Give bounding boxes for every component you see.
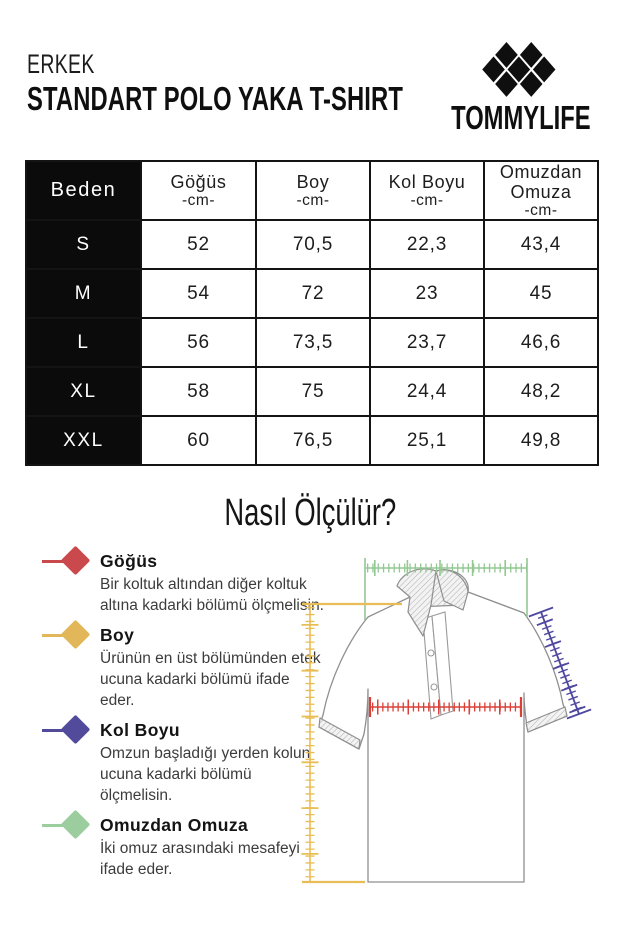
value-cell: 70,5 [256,220,370,269]
col-unit: -cm- [182,192,215,210]
table-row-xxl [26,416,598,465]
brand-name-text: TOMMYLIFE [451,99,591,136]
table-row-m [26,269,598,318]
size-label: L [26,318,141,367]
button [428,650,434,656]
col-unit: -cm- [296,192,330,210]
col-label: Boy [296,172,330,193]
legend-title: Kol Boyu [100,720,181,740]
col-label: Kol Boyu [388,172,466,193]
value-cell: 73,5 [256,318,370,367]
value-cell: 23 [370,269,484,318]
length-diamond-icon [36,623,96,647]
value-cell: 72 [256,269,370,318]
brand-name [424,99,604,137]
category-text: ERKEK [27,49,95,79]
value-cell: 24,4 [370,367,484,416]
size-table [25,160,599,466]
col-header-boy [256,161,370,220]
measurement-diagram [260,545,610,930]
col-unit: -cm- [410,192,444,210]
table-row-xl [26,367,598,416]
col-header-gogus [141,161,256,220]
chest-diamond-icon [36,549,96,573]
sleeve-diamond-icon [36,718,96,742]
button [431,684,437,690]
legend-title: Boy [100,625,135,645]
legend-description: Bir koltuk altından diğer koltuk altına kadarki bölümü ölçmelisin. [100,576,324,614]
value-cell: 75 [256,367,370,416]
table-row-s [26,220,598,269]
size-table-header-row [26,161,598,220]
value-cell: 25,1 [370,416,484,465]
value-cell: 56 [141,318,256,367]
legend-description: Omzun başladığı yerden kolun ucuna kadarki bölümü ölçmelisin. [100,745,311,804]
col-header-omuzdan-omuza [484,161,598,220]
col-label: Göğüs [170,172,227,193]
how-to-measure-text: Nasıl Ölçülür? [224,492,396,534]
legend-title: Göğüs [100,551,158,571]
legend-description: İki omuz arasındaki mesafeyi ifade eder. [100,840,300,878]
value-cell: 54 [141,269,256,318]
value-cell: 22,3 [370,220,484,269]
value-cell: 48,2 [484,367,598,416]
value-cell: 45 [484,269,598,318]
value-cell: 23,7 [370,318,484,367]
size-label: XL [26,367,141,416]
tommylife-diamonds-logo-icon [472,42,556,98]
legend-description: Ürünün en üst bölümünden etek ucuna kadarki bölümü ifade eder. [100,650,321,709]
page-title-text: STANDART POLO YAKA T-SHIRT [27,80,404,118]
value-cell: 52 [141,220,256,269]
value-cell: 43,4 [484,220,598,269]
table-row-l [26,318,598,367]
value-cell: 49,8 [484,416,598,465]
value-cell: 46,6 [484,318,598,367]
col-header-kol-boyu [370,161,484,220]
value-cell: 76,5 [256,416,370,465]
col-label: Omuzdan Omuza [499,162,583,203]
size-label: XXL [26,416,141,465]
brand-block [424,42,604,137]
shoulder-diamond-icon [36,813,96,837]
how-to-measure-heading [0,492,620,535]
value-cell: 60 [141,416,256,465]
value-cell: 58 [141,367,256,416]
legend-title: Omuzdan Omuza [100,815,249,835]
col-unit: -cm- [524,202,558,220]
size-label: S [26,220,141,269]
size-label: M [26,269,141,318]
size-table-corner-cell: Beden [26,161,141,220]
